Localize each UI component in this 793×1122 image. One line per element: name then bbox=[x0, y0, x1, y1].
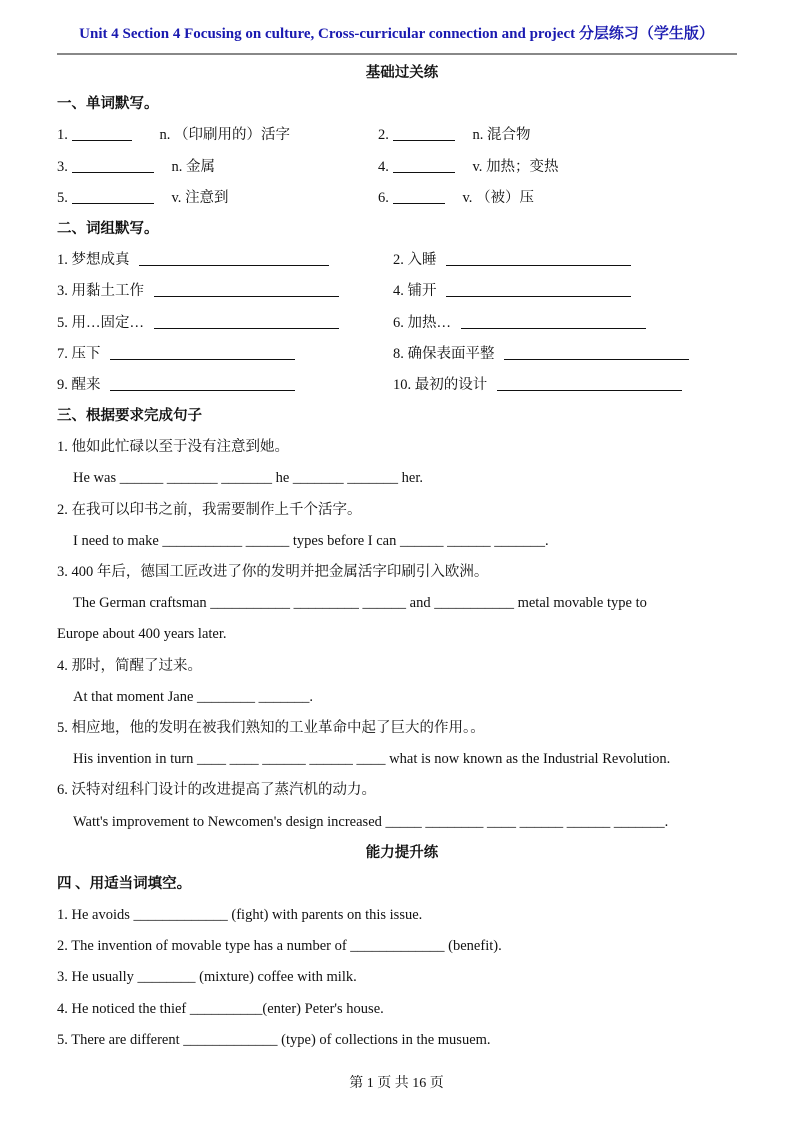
phrase-row bbox=[57, 308, 747, 339]
fill-word-item[interactable]: 2. The invention of movable type has a number of _____________ (benefit). bbox=[57, 938, 502, 955]
fill-word-item[interactable]: 4. He noticed the thief __________(enter) Peter's house. bbox=[57, 1000, 384, 1017]
answer-blank[interactable] bbox=[110, 343, 295, 360]
part-basic-heading: 基础过关练 bbox=[365, 65, 439, 81]
item-number: 1. bbox=[57, 127, 68, 144]
word-row bbox=[57, 152, 747, 183]
phrase-prompt: 7. 压下 bbox=[57, 345, 101, 362]
answer-blank[interactable] bbox=[393, 156, 455, 173]
phrase-prompt: 1. 梦想成真 bbox=[57, 252, 130, 269]
item-number: 4. bbox=[378, 158, 389, 175]
answer-blank[interactable] bbox=[72, 187, 154, 204]
phrase-row bbox=[57, 245, 747, 276]
answer-blank[interactable] bbox=[110, 374, 295, 391]
sentence-prompt: 4. 那时，简醒了过来。 bbox=[57, 657, 202, 674]
header-divider bbox=[57, 53, 737, 55]
phrase-row bbox=[57, 370, 747, 401]
sentence-prompt: 1. 他如此忙碌以至于没有注意到她。 bbox=[57, 439, 289, 456]
answer-blank[interactable] bbox=[154, 280, 339, 297]
item-number: 5. bbox=[57, 189, 68, 206]
document-header: Unit 4 Section 4 Focusing on culture, Cross-curricular connection and project 分层练习（学生版） bbox=[79, 26, 714, 42]
phrase-prompt: 10. 最初的设计 bbox=[393, 376, 488, 393]
answer-blank[interactable] bbox=[393, 124, 455, 141]
part-of-speech: v. bbox=[462, 189, 473, 206]
sentence-fill[interactable]: At that moment Jane ________ _______. bbox=[73, 688, 314, 705]
fill-word-item[interactable]: 5. There are different _____________ (type) of collections in the musuem. bbox=[57, 1031, 491, 1048]
phrase-row bbox=[57, 339, 747, 370]
part-of-speech: v. bbox=[171, 189, 182, 206]
answer-blank[interactable] bbox=[446, 280, 631, 297]
answer-blank[interactable] bbox=[139, 249, 329, 266]
word-row bbox=[57, 120, 747, 151]
meaning: 金属 bbox=[186, 158, 215, 175]
answer-blank[interactable] bbox=[154, 312, 339, 329]
section-3-title: 三、根据要求完成句子 bbox=[57, 408, 202, 425]
section-1-title: 一、单词默写。 bbox=[57, 96, 159, 113]
sentence-fill[interactable]: I need to make ___________ ______ types before I can ______ ______ _______. bbox=[73, 532, 549, 549]
answer-blank[interactable] bbox=[461, 312, 646, 329]
sentence-prompt: 2. 在我可以印书之前，我需要制作上千个活字。 bbox=[57, 501, 362, 518]
word-row bbox=[57, 183, 747, 214]
sentence-fill[interactable]: He was ______ _______ _______ he _______ _______ her. bbox=[73, 470, 423, 487]
phrase-prompt: 9. 醒来 bbox=[57, 376, 101, 393]
item-number: 6. bbox=[378, 189, 389, 206]
sentence-prompt: 5. 相应地，他的发明在被我们熟知的工业革命中起了巨大的作用。。 bbox=[57, 719, 485, 736]
part-of-speech: n. bbox=[159, 127, 171, 144]
meaning: （印刷用的）活字 bbox=[174, 127, 290, 144]
answer-blank[interactable] bbox=[72, 124, 132, 141]
meaning: 注意到 bbox=[185, 189, 229, 206]
phrase-row bbox=[57, 276, 747, 307]
phrase-prompt: 8. 确保表面平整 bbox=[393, 345, 495, 362]
sentence-fill-cont: Europe about 400 years later. bbox=[57, 626, 227, 643]
sentence-prompt: 3. 400 年后，德国工匠改进了你的发明并把金属活字印刷引入欧洲。 bbox=[57, 564, 489, 580]
item-number: 2. bbox=[378, 127, 389, 144]
phrase-prompt: 3. 用黏土工作 bbox=[57, 283, 144, 300]
sentence-fill[interactable]: The German craftsman ___________ _________ ______ and ___________ metal movable type to bbox=[73, 595, 647, 612]
meaning: （被）压 bbox=[476, 189, 535, 206]
page-footer: 第 1 页 共 16 页 bbox=[349, 1076, 444, 1091]
sentence-fill[interactable]: His invention in turn ____ ____ ______ ______ ____ what is now known as the Industrial Revolution. bbox=[73, 751, 671, 768]
part-of-speech: n. bbox=[472, 127, 484, 144]
fill-word-item[interactable]: 1. He avoids _____________ (fight) with parents on this issue. bbox=[57, 907, 423, 924]
meaning: 加热；变热 bbox=[486, 158, 559, 175]
answer-blank[interactable] bbox=[446, 249, 631, 266]
answer-blank[interactable] bbox=[72, 156, 154, 173]
phrase-prompt: 4. 铺开 bbox=[393, 283, 437, 300]
part-of-speech: v. bbox=[472, 158, 483, 175]
part-advanced-heading: 能力提升练 bbox=[365, 844, 439, 861]
item-number: 3. bbox=[57, 158, 68, 175]
answer-blank[interactable] bbox=[497, 374, 682, 391]
fill-word-item[interactable]: 3. He usually ________ (mixture) coffee with milk. bbox=[57, 969, 357, 986]
answer-blank[interactable] bbox=[504, 343, 689, 360]
phrase-prompt: 6. 加热… bbox=[393, 314, 451, 331]
answer-blank[interactable] bbox=[393, 187, 445, 204]
meaning: 混合物 bbox=[487, 127, 531, 144]
phrase-prompt: 5. 用…固定… bbox=[57, 314, 144, 331]
part-of-speech: n. bbox=[171, 158, 183, 175]
sentence-fill[interactable]: Watt's improvement to Newcomen's design increased _____ ________ ____ ______ ______ _______. bbox=[73, 813, 669, 830]
sentence-prompt: 6. 沃特对纽科门设计的改进提高了蒸汽机的动力。 bbox=[57, 782, 376, 799]
section-4-title: 四 、用适当词填空。 bbox=[57, 875, 192, 892]
section-2-title: 二、词组默写。 bbox=[57, 220, 159, 237]
phrase-prompt: 2. 入睡 bbox=[393, 252, 437, 269]
